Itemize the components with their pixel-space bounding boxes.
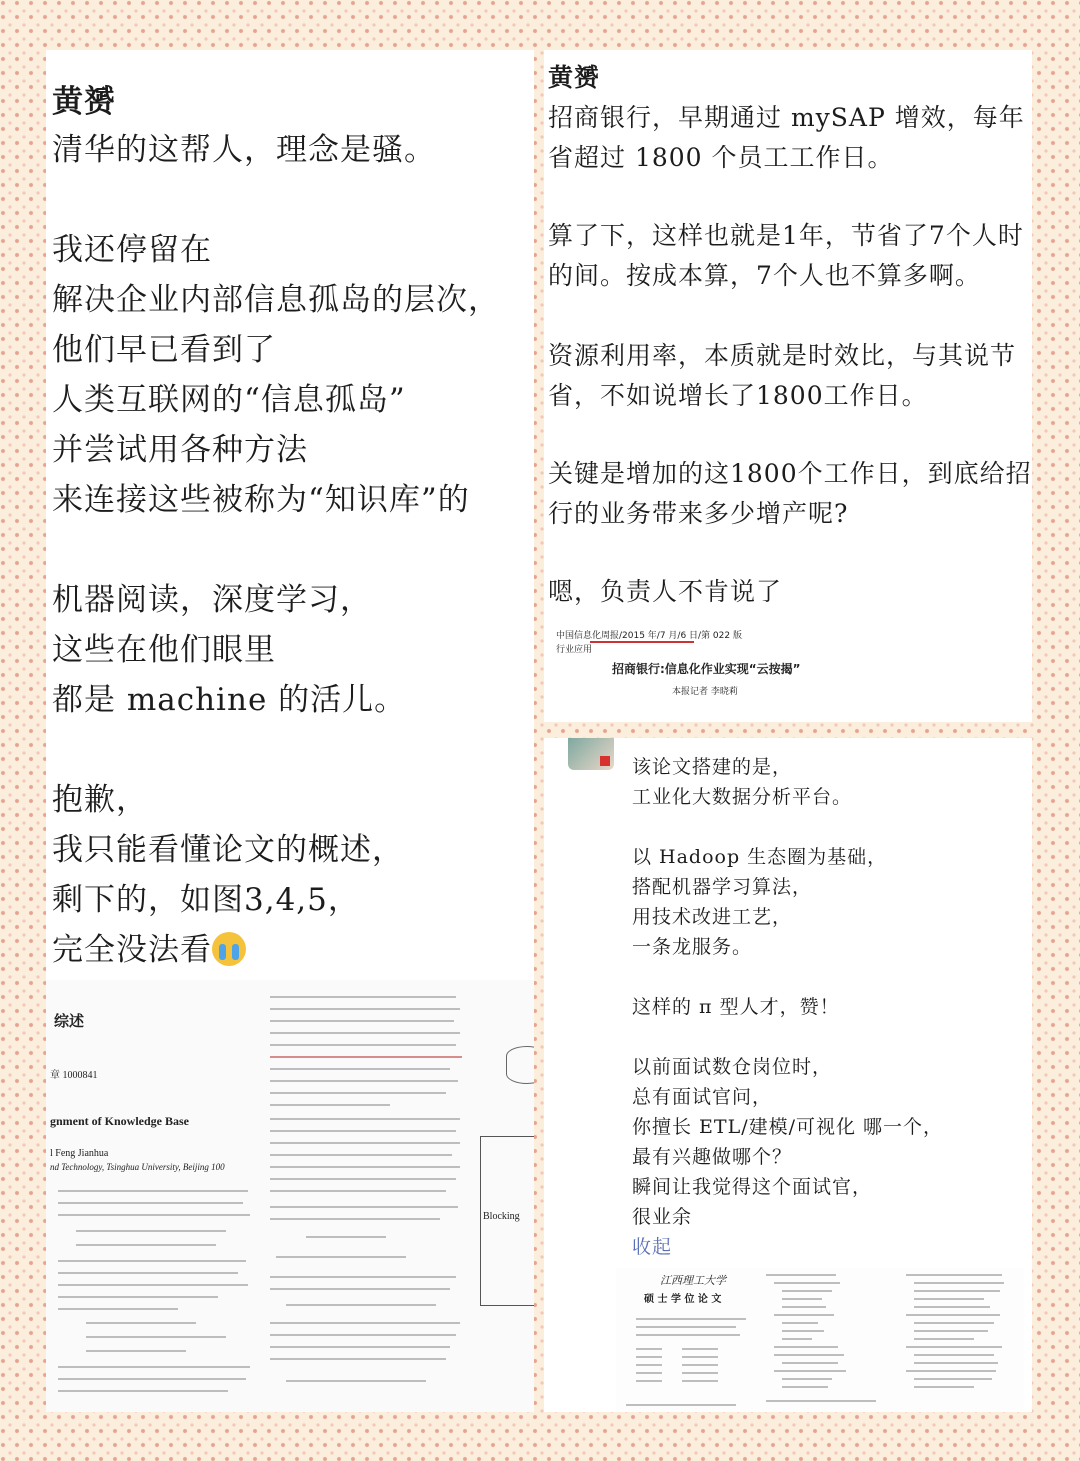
post-line: 关键是增加的这1800个工作日，到底给招 <box>548 459 1032 488</box>
right-top-post-panel <box>544 50 1032 722</box>
post-line: 省超过 1800 个员工工作日。 <box>548 143 894 172</box>
post-line: 行的业务带来多少增产呢? <box>548 499 849 528</box>
avatar[interactable] <box>568 738 614 770</box>
post-line: 来连接这些被称为“知识库”的 <box>52 482 470 518</box>
collapse-link[interactable]: 收起 <box>632 1236 673 1258</box>
post-line: 总有面试官问， <box>632 1086 773 1108</box>
post-line: 机器阅读，深度学习， <box>52 582 372 618</box>
post-line: 瞬间让我觉得这个面试官， <box>632 1176 873 1198</box>
post-line: 解决企业内部信息孤岛的层次， <box>52 282 500 318</box>
paper-scan-image <box>46 980 534 1412</box>
post-line: 很业余 <box>632 1206 693 1228</box>
newspaper-clip-image <box>544 620 1032 722</box>
post-line: 清华的这帮人，理念是骚。 <box>52 132 436 168</box>
post-line: 这些在他们眼里 <box>52 632 276 668</box>
post-line: 以 Hadoop 生态圈为基础， <box>632 846 888 868</box>
post-line: 招商银行，早期通过 mySAP 增效，每年 <box>548 103 1025 132</box>
clip-title: 招商银行:信息化作业实现“云按揭” <box>612 662 801 676</box>
thesis-scan-image <box>616 1268 1024 1412</box>
post-line: 的间。按成本算，7个人也不算多啊。 <box>548 261 981 290</box>
post-line: 用技术改进工艺， <box>632 906 793 928</box>
post-line: 我还停留在 <box>52 232 212 268</box>
right-bottom-post-panel <box>544 738 1032 1412</box>
left-post-panel <box>46 50 534 1412</box>
post-line: 你擅长 ETL/建模/可视化 哪一个， <box>632 1116 944 1138</box>
post-line: 资源利用率，本质就是时效比，与其说节 <box>548 341 1017 370</box>
post-line: 嗯，负责人不肯说了 <box>548 577 783 606</box>
author-name[interactable]: 黄赟 <box>52 84 116 120</box>
clip-section: 行业应用 <box>556 645 593 655</box>
post-line: 该论文搭建的是， <box>632 756 793 778</box>
post-line: 都是 machine 的活儿。 <box>52 682 407 718</box>
author-name[interactable]: 黄赟 <box>548 63 601 92</box>
post-line-with-emoji <box>52 924 246 969</box>
post-line: 抱歉， <box>52 782 148 818</box>
thesis-school: 江西理工大学 <box>660 1275 726 1287</box>
post-line: 这样的 π 型人才，赞！ <box>632 996 840 1018</box>
post-line: 并尝试用各种方法 <box>52 432 308 468</box>
database-cylinder-icon <box>506 1046 534 1084</box>
paper-heading: 综述 <box>54 1014 85 1030</box>
post-line: 以前面试数仓岗位时， <box>632 1056 833 1078</box>
post-line: 省，不如说增长了1800工作日。 <box>548 381 928 410</box>
post-line: 算了下，这样也就是1年，节省了7个人时 <box>548 221 1024 250</box>
post-line: 人类互联网的“信息孤岛” <box>52 382 406 418</box>
thesis-type: 硕 士 学 位 论 文 <box>644 1294 722 1305</box>
crying-face-icon <box>212 932 246 966</box>
clip-byline: 本报记者 李晓莉 <box>672 687 738 697</box>
post-line: 最有兴趣做哪个？ <box>632 1146 793 1168</box>
post-line: 工业化大数据分析平台。 <box>632 786 853 808</box>
paper-authors: l Feng Jianhua <box>50 1148 109 1159</box>
post-line: 剩下的，如图3,4,5， <box>52 882 360 918</box>
post-line: 完全没法看 <box>52 932 212 968</box>
post-line: 他们早已看到了 <box>52 332 276 368</box>
clip-source: 中国信息化周报/2015 年/7 月/6 日/第 022 版 <box>556 631 742 641</box>
paper-affiliation: nd Technology, Tsinghua University, Beijing 100 <box>50 1162 225 1172</box>
paper-code: 章 1000841 <box>50 1070 98 1081</box>
paper-title: gnment of Knowledge Base <box>50 1114 189 1128</box>
diagram-box-label: Blocking <box>483 1211 520 1222</box>
post-line: 我只能看懂论文的概述， <box>52 832 404 868</box>
post-line: 搭配机器学习算法， <box>632 876 813 898</box>
diagram-box <box>480 1136 534 1306</box>
post-line: 一条龙服务。 <box>632 936 753 958</box>
